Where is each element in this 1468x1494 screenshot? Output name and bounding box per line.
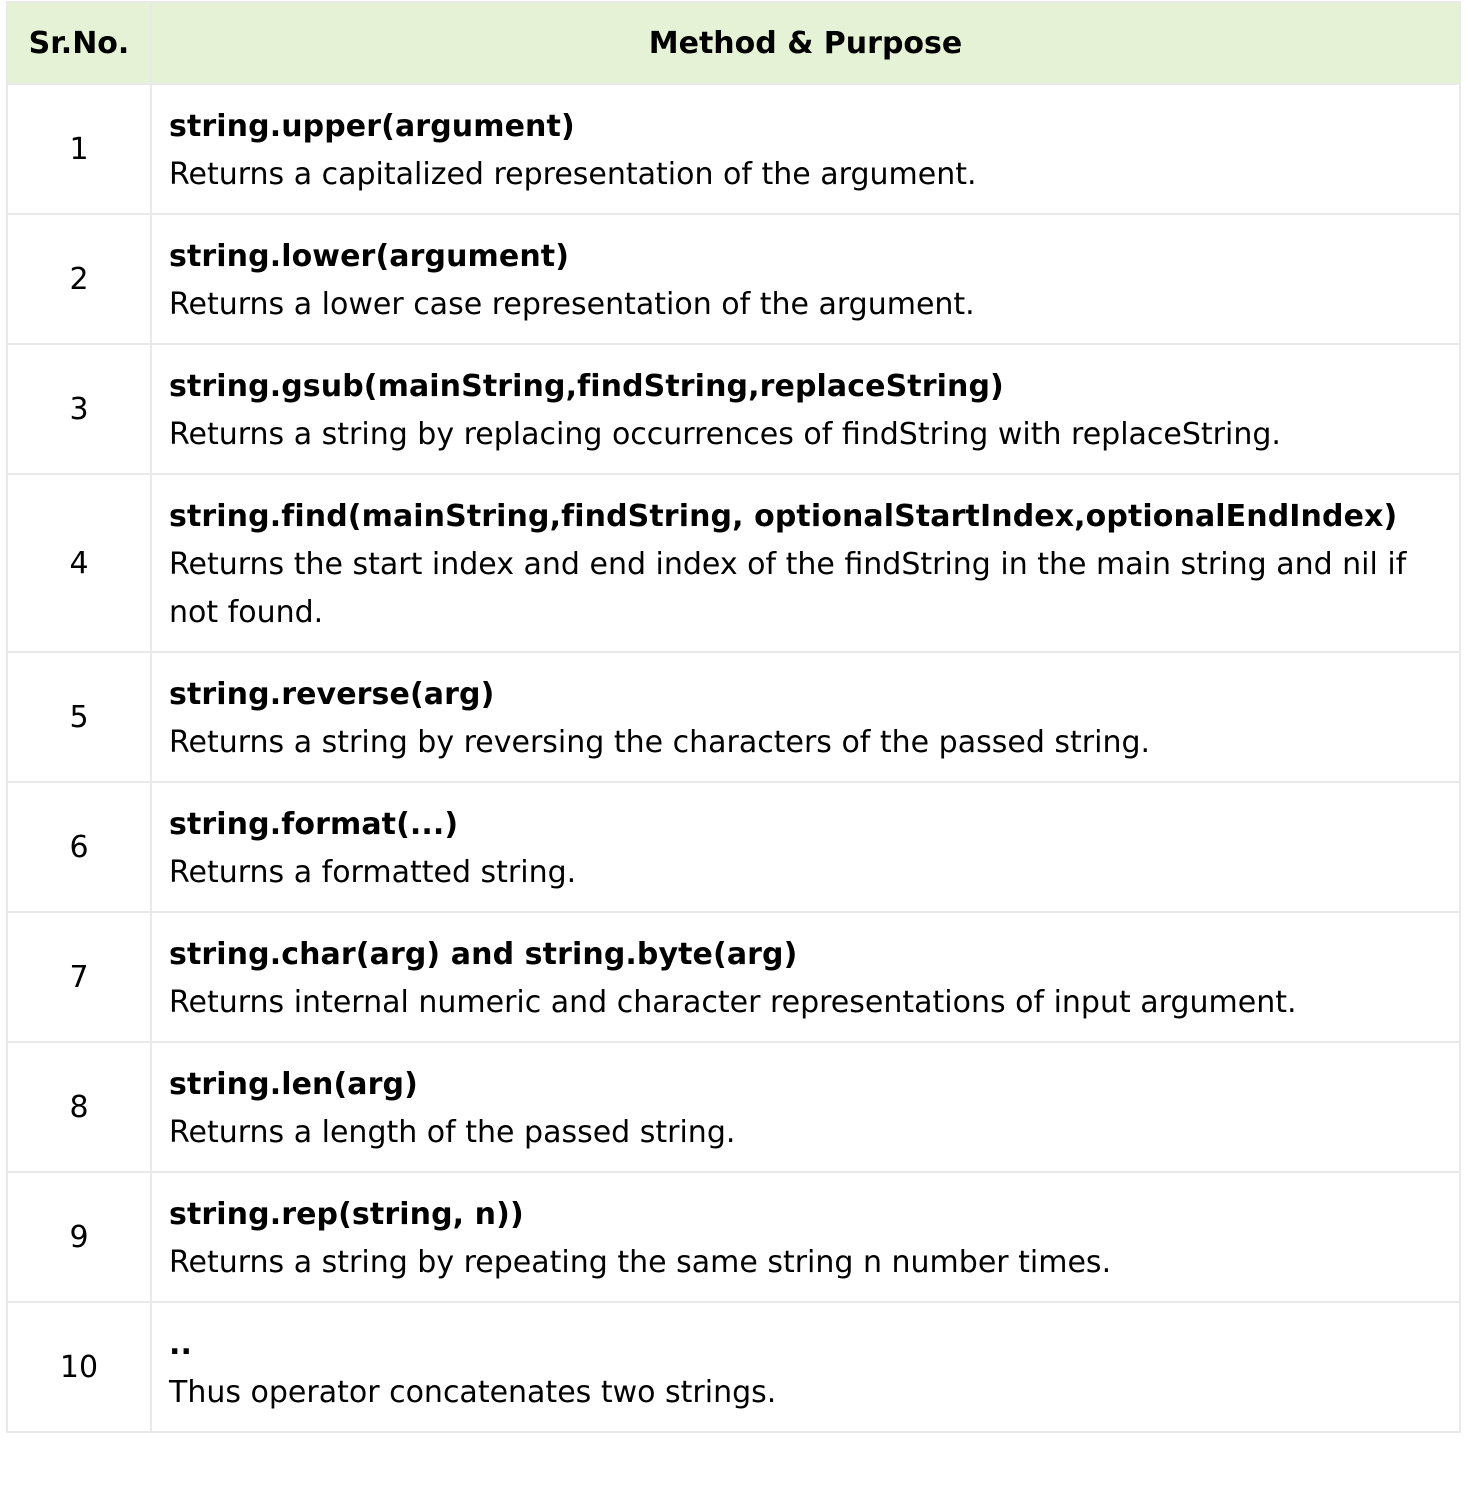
method-name: string.char(arg) and string.byte(arg) bbox=[169, 937, 798, 972]
method-cell bbox=[151, 84, 1460, 214]
row-number: 8 bbox=[7, 1042, 151, 1172]
method-name: string.lower(argument) bbox=[169, 239, 570, 274]
method-name: string.rep(string, n)) bbox=[169, 1197, 524, 1232]
method-cell bbox=[151, 1172, 1460, 1302]
method-name: string.find(mainString,findString, optionalStartIndex,optionalEndIndex) bbox=[169, 499, 1398, 534]
row-number: 3 bbox=[7, 344, 151, 474]
header-row bbox=[7, 2, 1460, 84]
method-cell bbox=[151, 1302, 1460, 1432]
table-row bbox=[7, 652, 1460, 782]
method-description: Returns a length of the passed string. bbox=[169, 1115, 736, 1150]
method-cell bbox=[151, 1042, 1460, 1172]
row-number: 6 bbox=[7, 782, 151, 912]
method-name: .. bbox=[169, 1327, 192, 1362]
method-description: Returns a string by repeating the same string n number times. bbox=[169, 1245, 1112, 1280]
method-name: string.upper(argument) bbox=[169, 109, 575, 144]
method-cell bbox=[151, 344, 1460, 474]
header-method-purpose: Method & Purpose bbox=[151, 2, 1460, 84]
table-row bbox=[7, 1042, 1460, 1172]
row-number: 2 bbox=[7, 214, 151, 344]
method-cell bbox=[151, 652, 1460, 782]
method-description: Returns a formatted string. bbox=[169, 855, 577, 890]
method-cell bbox=[151, 782, 1460, 912]
table-body bbox=[7, 84, 1460, 1432]
header-sr-no: Sr.No. bbox=[7, 2, 151, 84]
method-description: Returns internal numeric and character representations of input argument. bbox=[169, 985, 1297, 1020]
table-row bbox=[7, 1302, 1460, 1432]
method-description: Returns a string by replacing occurrences of findString with replaceString. bbox=[169, 417, 1281, 452]
method-cell bbox=[151, 912, 1460, 1042]
table-header bbox=[7, 2, 1460, 84]
method-cell bbox=[151, 214, 1460, 344]
method-name: string.reverse(arg) bbox=[169, 677, 495, 712]
table-row bbox=[7, 84, 1460, 214]
method-description: Returns a lower case representation of the argument. bbox=[169, 287, 975, 322]
method-description: Returns a capitalized representation of the argument. bbox=[169, 157, 977, 192]
table-row bbox=[7, 344, 1460, 474]
method-description: Returns the start index and end index of the findString in the main string and nil if not found. bbox=[169, 547, 1407, 630]
row-number: 1 bbox=[7, 84, 151, 214]
method-description: Thus operator concatenates two strings. bbox=[169, 1375, 777, 1410]
row-number: 5 bbox=[7, 652, 151, 782]
table-row bbox=[7, 782, 1460, 912]
table-row bbox=[7, 214, 1460, 344]
method-cell bbox=[151, 474, 1460, 652]
method-name: string.format(...) bbox=[169, 807, 459, 842]
row-number: 4 bbox=[7, 474, 151, 652]
method-name: string.gsub(mainString,findString,replaceString) bbox=[169, 369, 1004, 404]
table-row bbox=[7, 474, 1460, 652]
row-number: 10 bbox=[7, 1302, 151, 1432]
method-name: string.len(arg) bbox=[169, 1067, 418, 1102]
table-row bbox=[7, 1172, 1460, 1302]
string-methods-table bbox=[6, 1, 1461, 1433]
table-row bbox=[7, 912, 1460, 1042]
method-description: Returns a string by reversing the characters of the passed string. bbox=[169, 725, 1151, 760]
row-number: 9 bbox=[7, 1172, 151, 1302]
row-number: 7 bbox=[7, 912, 151, 1042]
